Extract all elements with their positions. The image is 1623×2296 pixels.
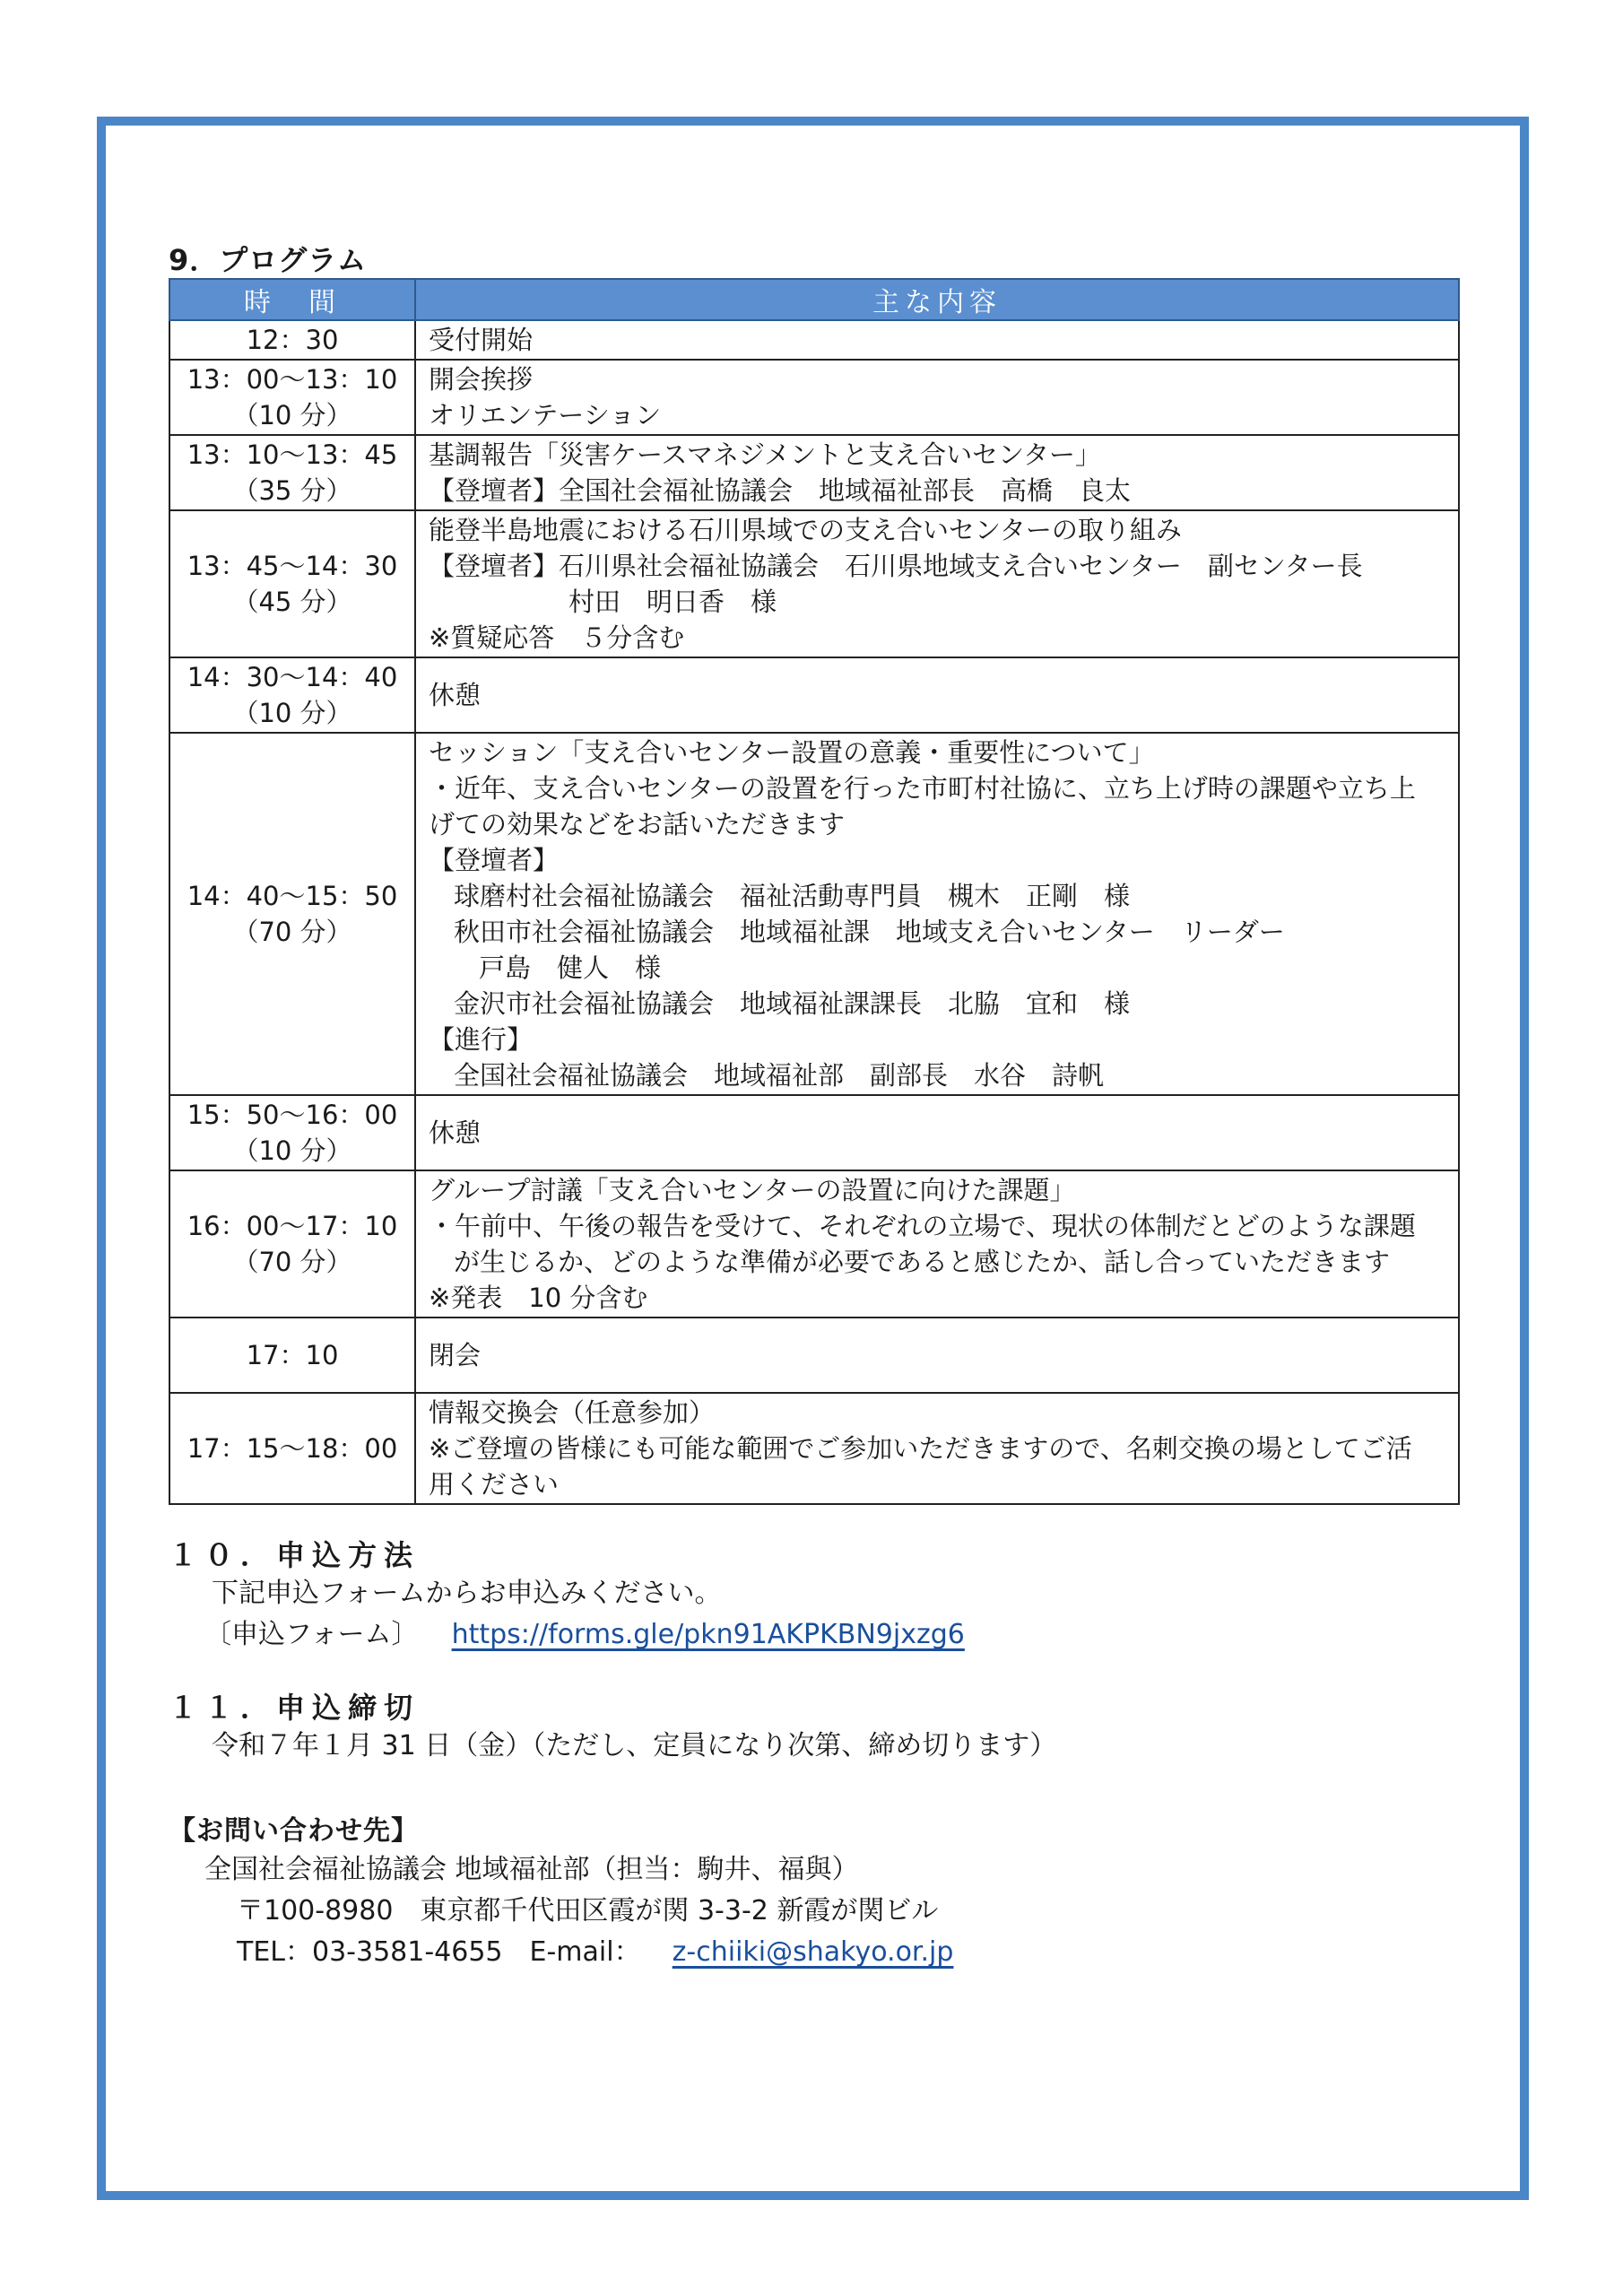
document-body [169,242,1460,1973]
contact-section [169,1813,1460,1973]
table-row [169,733,1459,1095]
contact-org: 全国社会福祉協議会 地域福祉部（担当：駒井、福與） [204,1854,859,1885]
table-row [169,510,1459,657]
content-cell: 受付開始 [415,320,1459,360]
time-cell: 14：40～15：50 （70 分） [169,733,415,1095]
contact-tel-line [169,1932,1460,1973]
form-label: 〔申込フォーム〕 [204,1619,419,1650]
table-row [169,320,1459,360]
form-link[interactable]: https://forms.gle/pkn91AKPKBN9jxzg6 [451,1619,965,1650]
time-cell: 16：00～17：10 （70 分） [169,1170,415,1318]
table-row [169,1318,1459,1393]
time-cell: 15：50～16：00 （10 分） [169,1095,415,1170]
content-cell: 休憩 [415,1095,1459,1170]
time-cell: 13：00～13：10 （10 分） [169,360,415,435]
content-cell: 開会挨拶 オリエンテーション [415,360,1459,435]
table-row [169,657,1459,733]
section-9-title: 9．プログラム [169,243,367,277]
time-cell: 12：30 [169,320,415,360]
contact-tel: TEL：03-3581-4655 E-mail： [237,1936,641,1968]
section-11 [169,1690,1460,1767]
content-cell: グループ討議「支え合いセンターの設置に向けた課題」 ・午前中、午後の報告を受けて、それぞれの立場で、現状の体制だとどのような課題 が生じるか、どのような準備が必要であると感じたか、話し合っていただきます ※発表 10 分含む [415,1170,1459,1318]
table-row [169,1170,1459,1318]
content-cell: 閉会 [415,1318,1459,1393]
table-row [169,360,1459,435]
content-cell: セッション「支え合いセンター設置の意義・重要性について」 ・近年、支え合いセンターの設置を行った市町村社協に、立ち上げ時の課題や立ち上 げての効果などをお話いただきます 【登壇者】 球磨村社会福祉協議会 福祉活動専門員 槻木 正剛 様 秋田市社会福祉協議会 地域福祉課 地域支え合いセンター リーダー 戸島 健人 様 金沢市社会福祉協議会 地域福祉課課長 北脇 宜和 様 【進行】 全国社会福祉協議会 地域福祉部 副部長 水谷 詩帆 [415,733,1459,1095]
program-table-header [169,279,1459,320]
section-10-text: 下記申込フォームからお申込みください。 [212,1578,722,1609]
content-cell: 能登半島地震における石川県域での支え合いセンターの取り組み 【登壇者】石川県社会福祉協議会 石川県地域支え合いセンター 副センター長 村田 明日香 様 ※質疑応答 ５分含む [415,510,1459,657]
time-cell: 14：30～14：40 （10 分） [169,657,415,733]
form-line [169,1614,1460,1656]
time-cell: 13：45～14：30 （45 分） [169,510,415,657]
section-10-title: １０．申込方法 [169,1538,421,1572]
content-cell: 休憩 [415,657,1459,733]
header-time: 時 間 [169,279,415,320]
time-cell: 13：10～13：45 （35 分） [169,435,415,510]
time-cell: 17：15～18：00 [169,1393,415,1504]
table-row [169,1095,1459,1170]
table-row [169,1393,1459,1504]
content-cell: 情報交換会（任意参加） ※ご登壇の皆様にも可能な範囲でご参加いただきますので、名刺交換の場としてご活 用ください [415,1393,1459,1504]
section-11-text: 令和７年１月 31 日（金）（ただし、定員になり次第、締め切ります） [212,1730,1057,1761]
section-11-title: １１．申込締切 [169,1691,421,1725]
header-content: 主な内容 [415,279,1459,320]
contact-email-link[interactable]: z-chiiki@shakyo.or.jp [672,1936,954,1968]
content-cell: 基調報告「災害ケースマネジメントと支え合いセンター」 【登壇者】全国社会福祉協議会 地域福祉部長 高橋 良太 [415,435,1459,510]
program-table [169,278,1460,1505]
section-10 [169,1537,1460,1656]
table-row [169,435,1459,510]
time-cell: 17：10 [169,1318,415,1393]
contact-title: 【お問い合わせ先】 [169,1815,419,1847]
contact-address: 〒100-8980 東京都千代田区霞が関 3-3-2 新霞が関ビル [237,1895,939,1926]
